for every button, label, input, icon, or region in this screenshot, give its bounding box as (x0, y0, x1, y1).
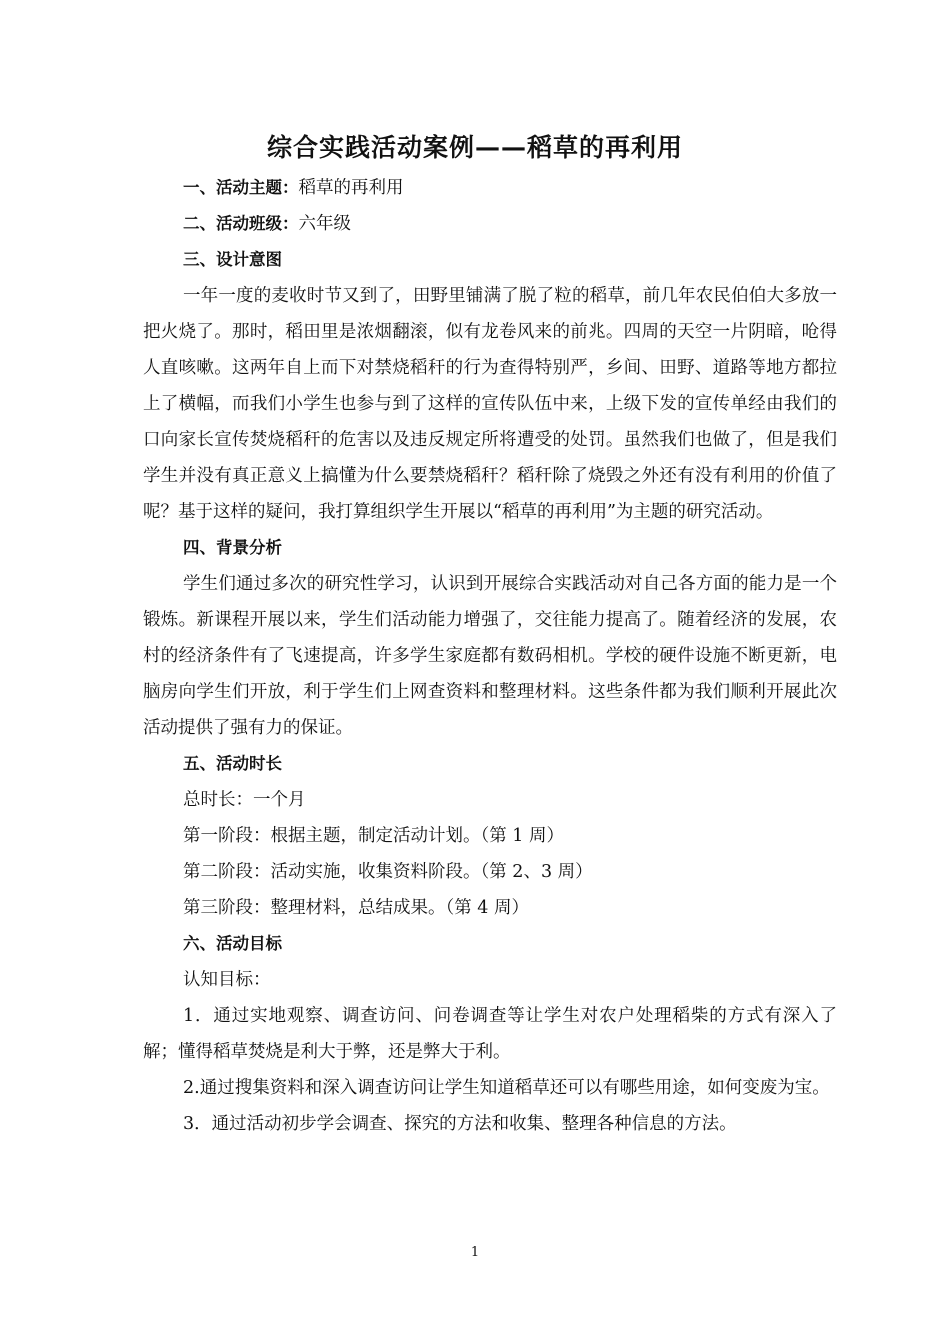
duration-item: 第一阶段：根据主题，制定活动计划。（第 1 周） (183, 826, 565, 846)
section-activity-theme (143, 170, 837, 206)
section-heading-design-intent: 三、设计意图 (183, 250, 282, 269)
document-body (143, 170, 837, 1142)
paragraph-design-intent: 一年一度的麦收时节又到了，田野里铺满了脱了粒的稻草，前几年农民伯伯大多放一把火烧了。那时，稻田里是浓烟翻滚，似有龙卷风来的前兆。四周的天空一片阴暗，呛得人直咳嗽。这两年自上而下对禁烧稻秆的行为查得特别严，乡间、田野、道路等地方都拉上了横幅，而我们小学生也参与到了这样的宣传队伍中来，上级下发的宣传单经由我们的口向家长宣传焚烧稻秆的危害以及违反规定所将遭受的处罚。虽然我们也做了，但是我们学生并没有真正意义上搞懂为什么要禁烧稻秆？稻秆除了烧毁之外还有没有利用的价值了呢？基于这样的疑问，我打算组织学生开展以“稻草的再利用”为主题的研究活动。 (143, 286, 837, 522)
section-heading: 二、活动班级： (183, 214, 299, 233)
section-heading-goals: 六、活动目标 (183, 934, 282, 953)
document-title: 综合实践活动案例——稻草的再利用 (266, 133, 683, 162)
duration-item: 第三阶段：整理材料，总结成果。（第 4 周） (183, 898, 530, 918)
section-heading-duration: 五、活动时长 (183, 754, 282, 773)
section-value: 稻草的再利用 (298, 178, 404, 198)
goals-subheading: 认知目标： (183, 970, 271, 990)
goal-item: 3．通过活动初步学会调查、探究的方法和收集、整理各种信息的方法。 (183, 1114, 737, 1134)
section-activity-class (143, 206, 837, 242)
duration-item: 总时长：一个月 (183, 790, 306, 810)
goal-item: 2.通过搜集资料和深入调查访问让学生知道稻草还可以有哪些用途，如何变废为宝。 (183, 1078, 830, 1098)
paragraph-background: 学生们通过多次的研究性学习，认识到开展综合实践活动对自己各方面的能力是一个锻炼。新课程开展以来，学生们活动能力增强了，交往能力提高了。随着经济的发展，农村的经济条件有了飞速提高，许多学生家庭都有数码相机。学校的硬件设施不断更新，电脑房向学生们开放，利于学生们上网查资料和整理材料。这些条件都为我们顺利开展此次活动提供了强有力的保证。 (143, 574, 837, 738)
page-number: 1 (470, 1245, 480, 1260)
section-value: 六年级 (298, 214, 351, 234)
goal-item: 1．通过实地观察、调查访问、问卷调查等让学生对农户处理稻柴的方式有深入了解；懂得稻草焚烧是利大于弊，还是弊大于利。 (143, 1006, 837, 1062)
duration-item: 第二阶段：活动实施，收集资料阶段。（第 2、3 周） (183, 862, 593, 882)
section-heading-background: 四、背景分析 (183, 538, 282, 557)
section-heading: 一、活动主题： (183, 178, 299, 197)
